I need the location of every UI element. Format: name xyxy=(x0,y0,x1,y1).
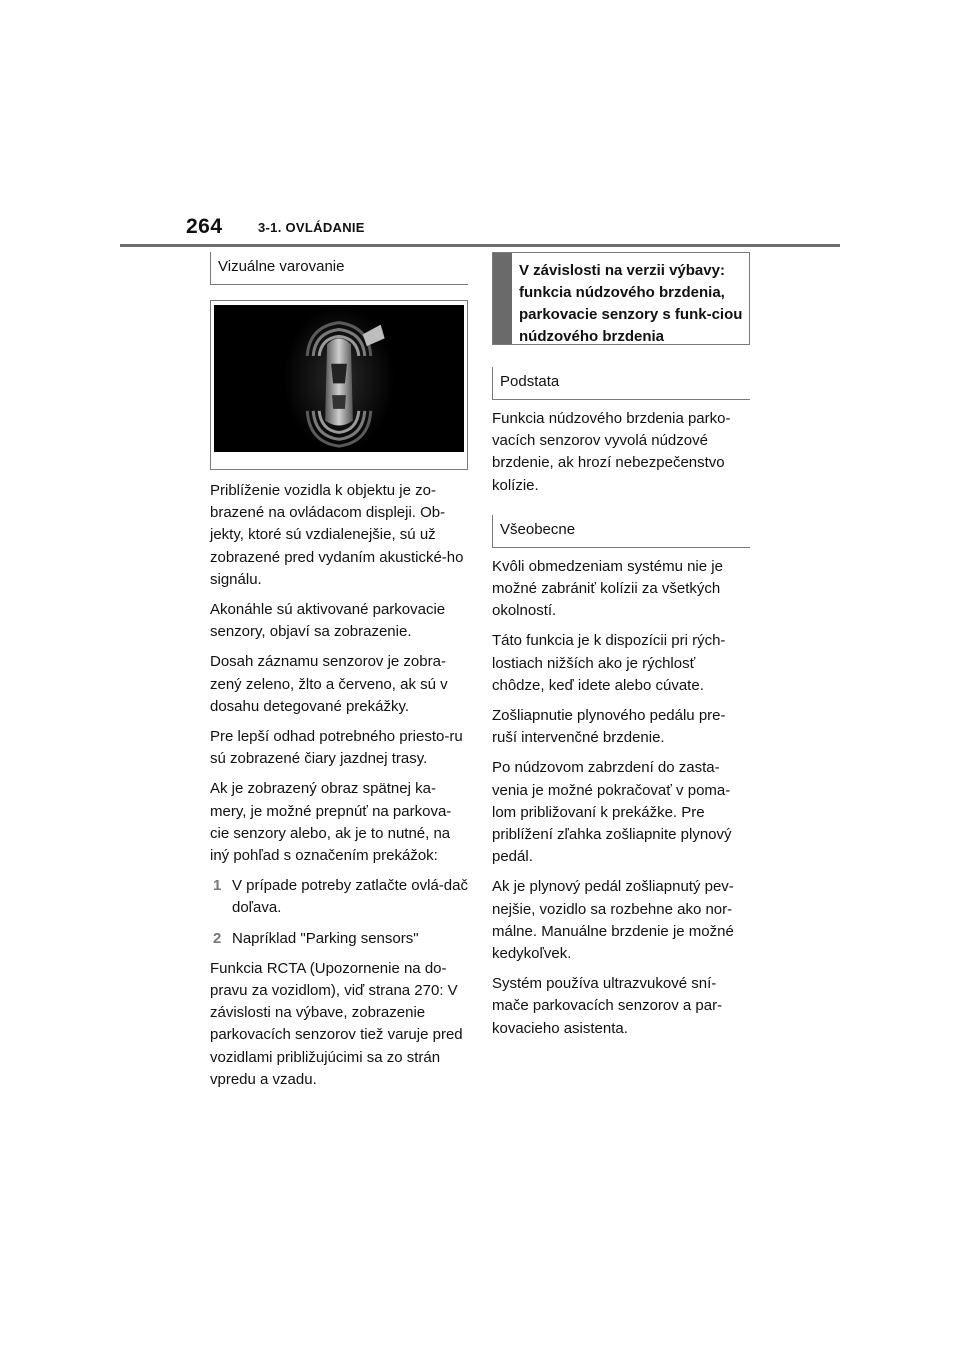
list-text: V prípade potreby zatlačte ovlá-dač doľava. xyxy=(232,877,468,917)
header-rule xyxy=(120,244,840,247)
paragraph: Pre lepší odhad potrebného priesto-ru sú zobrazené čiary jazdnej trasy. xyxy=(210,728,463,768)
section-heading-visual-warning: Vizuálne varovanie xyxy=(210,252,468,285)
list-item xyxy=(210,875,468,919)
paragraph: Dosah záznamu senzorov je zobra-zený zeleno, žlto a červeno, ak sú v dosahu detegované prekážky. xyxy=(210,653,448,715)
paragraph: Priblíženie vozidla k objektu je zo-brazené na ovládacom displeji. Ob-jekty, ktoré sú vzdialenejšie, sú už zobrazené pred vydaním akustické-ho signálu. xyxy=(210,482,464,588)
right-column xyxy=(492,252,750,1048)
parking-sensor-figure xyxy=(210,300,468,470)
parking-sensor-display-image xyxy=(214,305,464,452)
box-title: V závislosti na verzii výbavy: funkcia núdzového brzdenia, parkovacie senzory s funk-ciou núdzového brzdenia xyxy=(519,262,743,345)
paragraph: Kvôli obmedzeniam systému nie je možné zabrániť kolízii za všetkých okolností. xyxy=(492,557,723,620)
chapter-title: 3-1. OVLÁDANIE xyxy=(258,220,365,235)
paragraph: Akonáhle sú aktivované parkovacie senzory, objaví sa zobrazenie. xyxy=(210,601,446,641)
paragraph: Funkcia núdzového brzdenia parko-vacích senzorov vyvolá núdzové brzdenie, ak hrozí nebezpečenstvo kolízie. xyxy=(492,410,731,494)
list-text: Napríklad "Parking sensors" xyxy=(232,929,419,947)
paragraph: Systém používa ultrazvukové sní-mače parkovacích senzorov a par-kovacieho asistenta. xyxy=(492,975,723,1037)
paragraph: Funkcia RCTA (Upozornenie na do-pravu za vozidlom), viď strana 270: V závislosti na výbave, zobrazenie parkovacích senzorov tiež varuje pred vozidlami približujúcimi sa zo strán vpredu a vzadu. xyxy=(210,959,463,1088)
list-number: 2 xyxy=(213,929,222,947)
section-heading-general: Všeobecne xyxy=(492,515,750,548)
paragraph: Ak je plynový pedál zošliapnutý pev-nejšie, vozidlo sa rozbehne ako nor-málne. Manuálne brzdenie je možné kedykoľvek. xyxy=(492,878,734,963)
page-number: 264 xyxy=(186,215,223,238)
paragraph: Po núdzovom zabrzdení do zasta-venia je možné pokračovať v poma-lom približovaní k prekážke. Pre priblížení zľahka zošliapnite plynový pedál. xyxy=(492,759,732,866)
list-item xyxy=(210,928,468,950)
section-heading-principle: Podstata xyxy=(492,367,750,400)
list-number: 1 xyxy=(213,877,222,895)
paragraph: Zošliapnutie plynového pedálu pre-ruší intervenčné brzdenie. xyxy=(492,707,726,747)
paragraph: Táto funkcia je k dispozícii pri rých-lostiach nižších ako je rýchlosť chôdze, keď idete alebo cúvate. xyxy=(492,632,726,694)
box-accent-bar xyxy=(493,253,512,344)
equipment-version-box xyxy=(492,252,750,345)
left-column xyxy=(210,252,468,1099)
paragraph: Ak je zobrazený obraz spätnej ka-mery, je možné prepnúť na parkova-cie senzory alebo, ak je to nutné, na iný pohľad s označením prekážok: xyxy=(210,780,452,865)
